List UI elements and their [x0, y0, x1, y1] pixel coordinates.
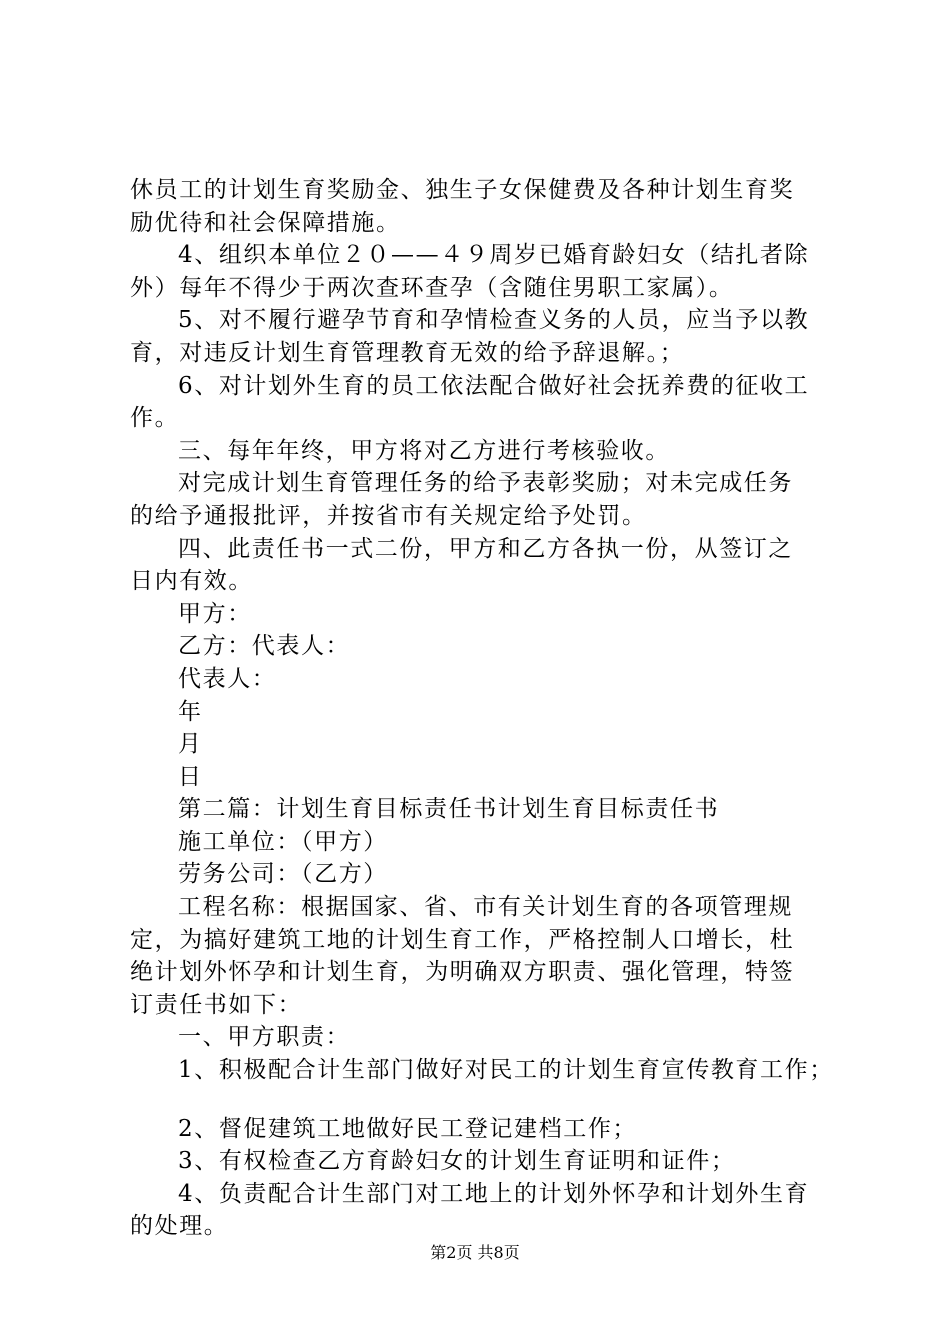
text-line: 3、有权检查乙方育龄妇女的计划生育证明和证件；: [178, 1148, 736, 1175]
page-number: 第2页 共8页: [430, 1243, 520, 1262]
text-line: 对完成计划生育管理任务的给予表彰奖励；对未完成任务: [178, 470, 793, 497]
text-line: 育，对违反计划生育管理教育无效的给予辞退解。；: [130, 339, 685, 366]
text-line: 定，为搞好建筑工地的计划生育工作，严格控制人口增长，杜: [130, 926, 795, 953]
text-line: 绝计划外怀孕和计划生育，为明确双方职责、强化管理，特签: [130, 959, 795, 986]
text-line: 年: [178, 698, 203, 725]
blank-gap: [130, 1087, 842, 1113]
text-line: 日内有效。: [130, 568, 253, 595]
text-line: 四、此责任书一式二份，甲方和乙方各执一份，从签订之: [178, 535, 793, 562]
text-line: 订责任书如下：: [130, 991, 303, 1018]
text-line: 劳务公司：（乙方）: [178, 861, 388, 888]
text-line: 4、负责配合计生部门对工地上的计划外怀孕和计划外生育: [178, 1180, 810, 1207]
text-line: 甲方：: [178, 600, 252, 627]
text-line: 施工单位：（甲方）: [178, 828, 388, 855]
section-heading: 第二篇：计划生育目标责任书计划生育目标责任书: [178, 796, 720, 823]
text-line: 工程名称：根据国家、省、市有关计划生育的各项管理规: [178, 894, 793, 921]
text-line: 作。: [130, 405, 180, 432]
text-line: 励优待和社会保障措施。: [130, 209, 401, 236]
text-line: 的给予通报批评，并按省市有关规定给予处罚。: [130, 502, 647, 529]
text-line: 日: [178, 763, 203, 790]
text-line: 乙方：代表人：: [178, 633, 351, 660]
text-line: 2、督促建筑工地做好民工登记建档工作；: [178, 1115, 638, 1142]
text-line: 4、组织本单位２０——４９周岁已婚育龄妇女（结扎者除: [178, 242, 810, 269]
text-line: 的处理。: [130, 1213, 229, 1240]
text-line: 5、对不履行避孕节育和孕情检查义务的人员，应当予以教: [178, 307, 810, 334]
text-line: 休员工的计划生育奖励金、独生子女保健费及各种计划生育奖: [130, 177, 795, 203]
text-line: 月: [178, 731, 203, 758]
text-line: 1、积极配合计生部门做好对民工的计划生育宣传教育工作；: [178, 1057, 834, 1084]
text-line: 一、甲方职责：: [178, 1024, 351, 1051]
text-line: 三、每年年终，甲方将对乙方进行考核验收。: [178, 437, 670, 464]
text-line: 6、对计划外生育的员工依法配合做好社会抚养费的征收工: [178, 372, 810, 399]
text-line: 代表人：: [178, 665, 277, 692]
text-line: 外）每年不得少于两次查环查孕（含随住男职工家属）。: [130, 274, 734, 301]
document-body: [130, 174, 842, 1243]
